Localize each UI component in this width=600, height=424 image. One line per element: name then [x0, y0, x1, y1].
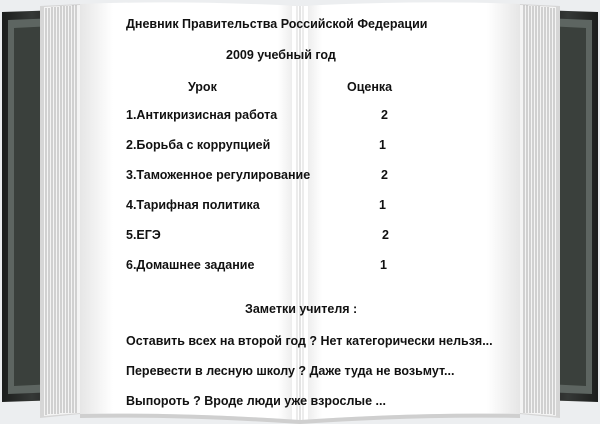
lesson-subject: 1.Антикризисная работа [126, 108, 278, 122]
lesson-grade: 1 [380, 258, 387, 272]
lesson-grade: 2 [381, 168, 388, 182]
lesson-grade: 1 [379, 198, 386, 212]
school-year: 2009 учебный год [226, 48, 336, 62]
lesson-column-header: Урок [188, 80, 217, 94]
teacher-note: Выпороть ? Вроде люди уже взрослые ... [126, 394, 386, 408]
teacher-notes-title: Заметки учителя : [245, 302, 358, 316]
lesson-grade: 2 [381, 108, 388, 122]
grade-column-header: Оценка [347, 80, 393, 94]
teacher-note: Перевести в лесную школу ? Даже туда не возьмут... [126, 364, 455, 378]
lesson-subject: 2.Борьба с коррупцией [126, 138, 271, 152]
lesson-grade: 2 [382, 228, 389, 242]
diary-title: Дневник Правительства Российской Федерации [126, 17, 428, 31]
lesson-subject: 5.ЕГЭ [126, 228, 161, 242]
lesson-subject: 3.Таможенное регулирование [126, 168, 311, 182]
lesson-subject: 6.Домашнее задание [126, 258, 255, 272]
lesson-subject: 4.Тарифная политика [126, 198, 260, 212]
teacher-note: Оставить всех на второй год ? Нет категорически нельзя... [126, 334, 493, 348]
lesson-grade: 1 [379, 138, 386, 152]
